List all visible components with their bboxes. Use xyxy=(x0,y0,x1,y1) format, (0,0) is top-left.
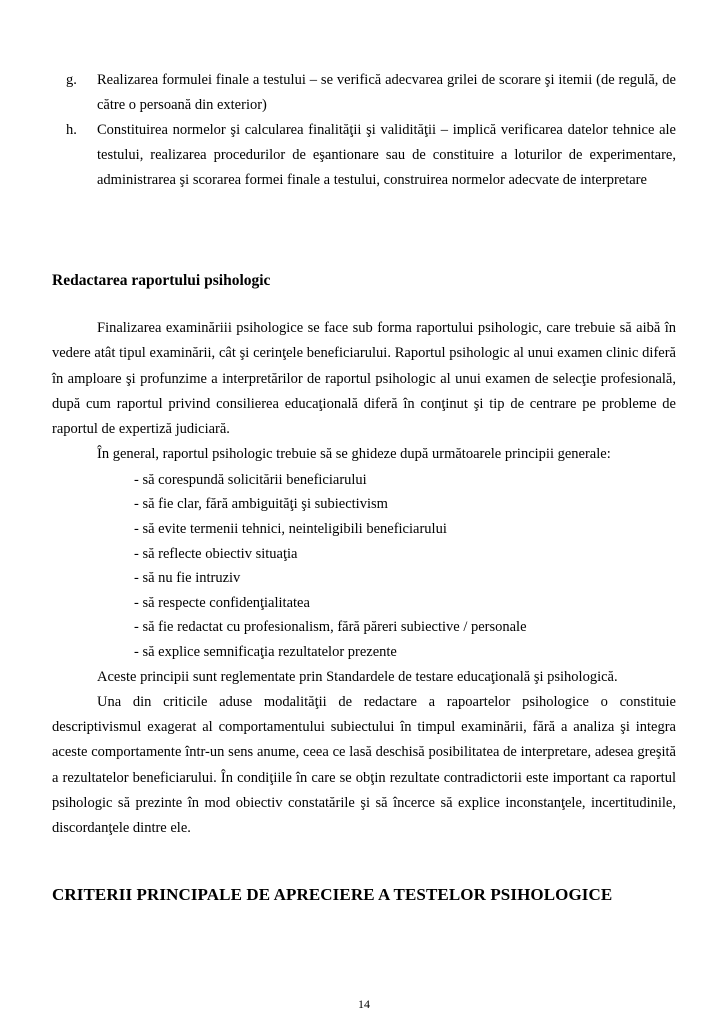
list-marker: g. xyxy=(66,72,77,88)
list-item: - să evite termenii tehnici, neinteligibili beneficiarului xyxy=(134,520,447,537)
page-number: 14 xyxy=(358,997,370,1011)
paragraph-intro: Finalizarea examinăriii psihologice se face sub forma raportului psihologic, care trebuie să aibă în vedere atât tipul examinării, cât şi cerinţele beneficiarului. Raportul psihologic al unui examen clinic diferă în amploare şi profunzime a interpretărilor de raportul psihologic al unui examen de selecţie profesională, după cum raportul privind consilierea educaţională diferă în conţinut şi tip de centrare pe probleme de raportul de expertiză judiciară. xyxy=(52,320,676,438)
section-heading-criteria: CRITERII PRINCIPALE DE APRECIERE A TESTELOR PSIHOLOGICE xyxy=(52,885,613,904)
list-item: - să nu fie intruziv xyxy=(134,570,241,587)
list-item: - să corespundă solicitării beneficiarului xyxy=(134,471,367,488)
report-section-body xyxy=(52,316,676,842)
list-item: - să explice semnificaţia rezultatelor prezente xyxy=(134,643,397,660)
list-item-text: Constituirea normelor şi calcularea finalităţii şi validităţii – implică verificarea datelor tehnice ale testului, realizarea procedurilor de eşantionare sau de constituire a loturilor de experimentare, administrarea şi scorarea formei finale a testului, construirea normelor adecvate de interpretare xyxy=(97,122,676,188)
list-item-h xyxy=(66,118,676,193)
list-item: - să fie redactat cu profesionalism, fără păreri subiective / personale xyxy=(134,619,527,636)
paragraph-principles-intro: În general, raportul psihologic trebuie să se ghideze după următoarele principii generale: xyxy=(97,446,611,463)
paragraph-standards: Aceste principii sunt reglementate prin Standardele de testare educaţională şi psihologică. xyxy=(97,668,618,685)
section-heading: Redactarea raportului psihologic xyxy=(52,272,271,289)
step-list xyxy=(66,68,676,193)
list-marker: h. xyxy=(66,122,77,138)
list-item-text: Realizarea formulei finale a testului – se verifică adecvarea grilei de scorare şi itemii (de regulă, de către o persoană din exterior) xyxy=(97,72,676,113)
list-item-g xyxy=(66,68,676,118)
list-item: - să reflecte obiectiv situaţia xyxy=(134,545,298,562)
list-item: - să respecte confidenţialitatea xyxy=(134,594,310,611)
paragraph-criticism: Una din criticile aduse modalităţii de redactare a rapoartelor psihologice o constituie descriptivismul exagerat al comportamentului subiectului în timpul examinării, fără a analiza şi integra aceste comportamente într-un sens anume, ceea ce lasă deschisă posibilitatea de interpretare, adesea greşită a rezultatelor beneficiarului. În condiţiile în care se obţin rezultate contradictorii este important ca raportul psihologic să prezinte în mod obiectiv constatările şi să încerce să explice inconstanţele, incertitudinile, discordanţele dintre ele. xyxy=(52,693,676,837)
principles-list xyxy=(52,468,676,665)
list-item: - să fie clar, fără ambiguităţi şi subiectivism xyxy=(134,496,388,513)
